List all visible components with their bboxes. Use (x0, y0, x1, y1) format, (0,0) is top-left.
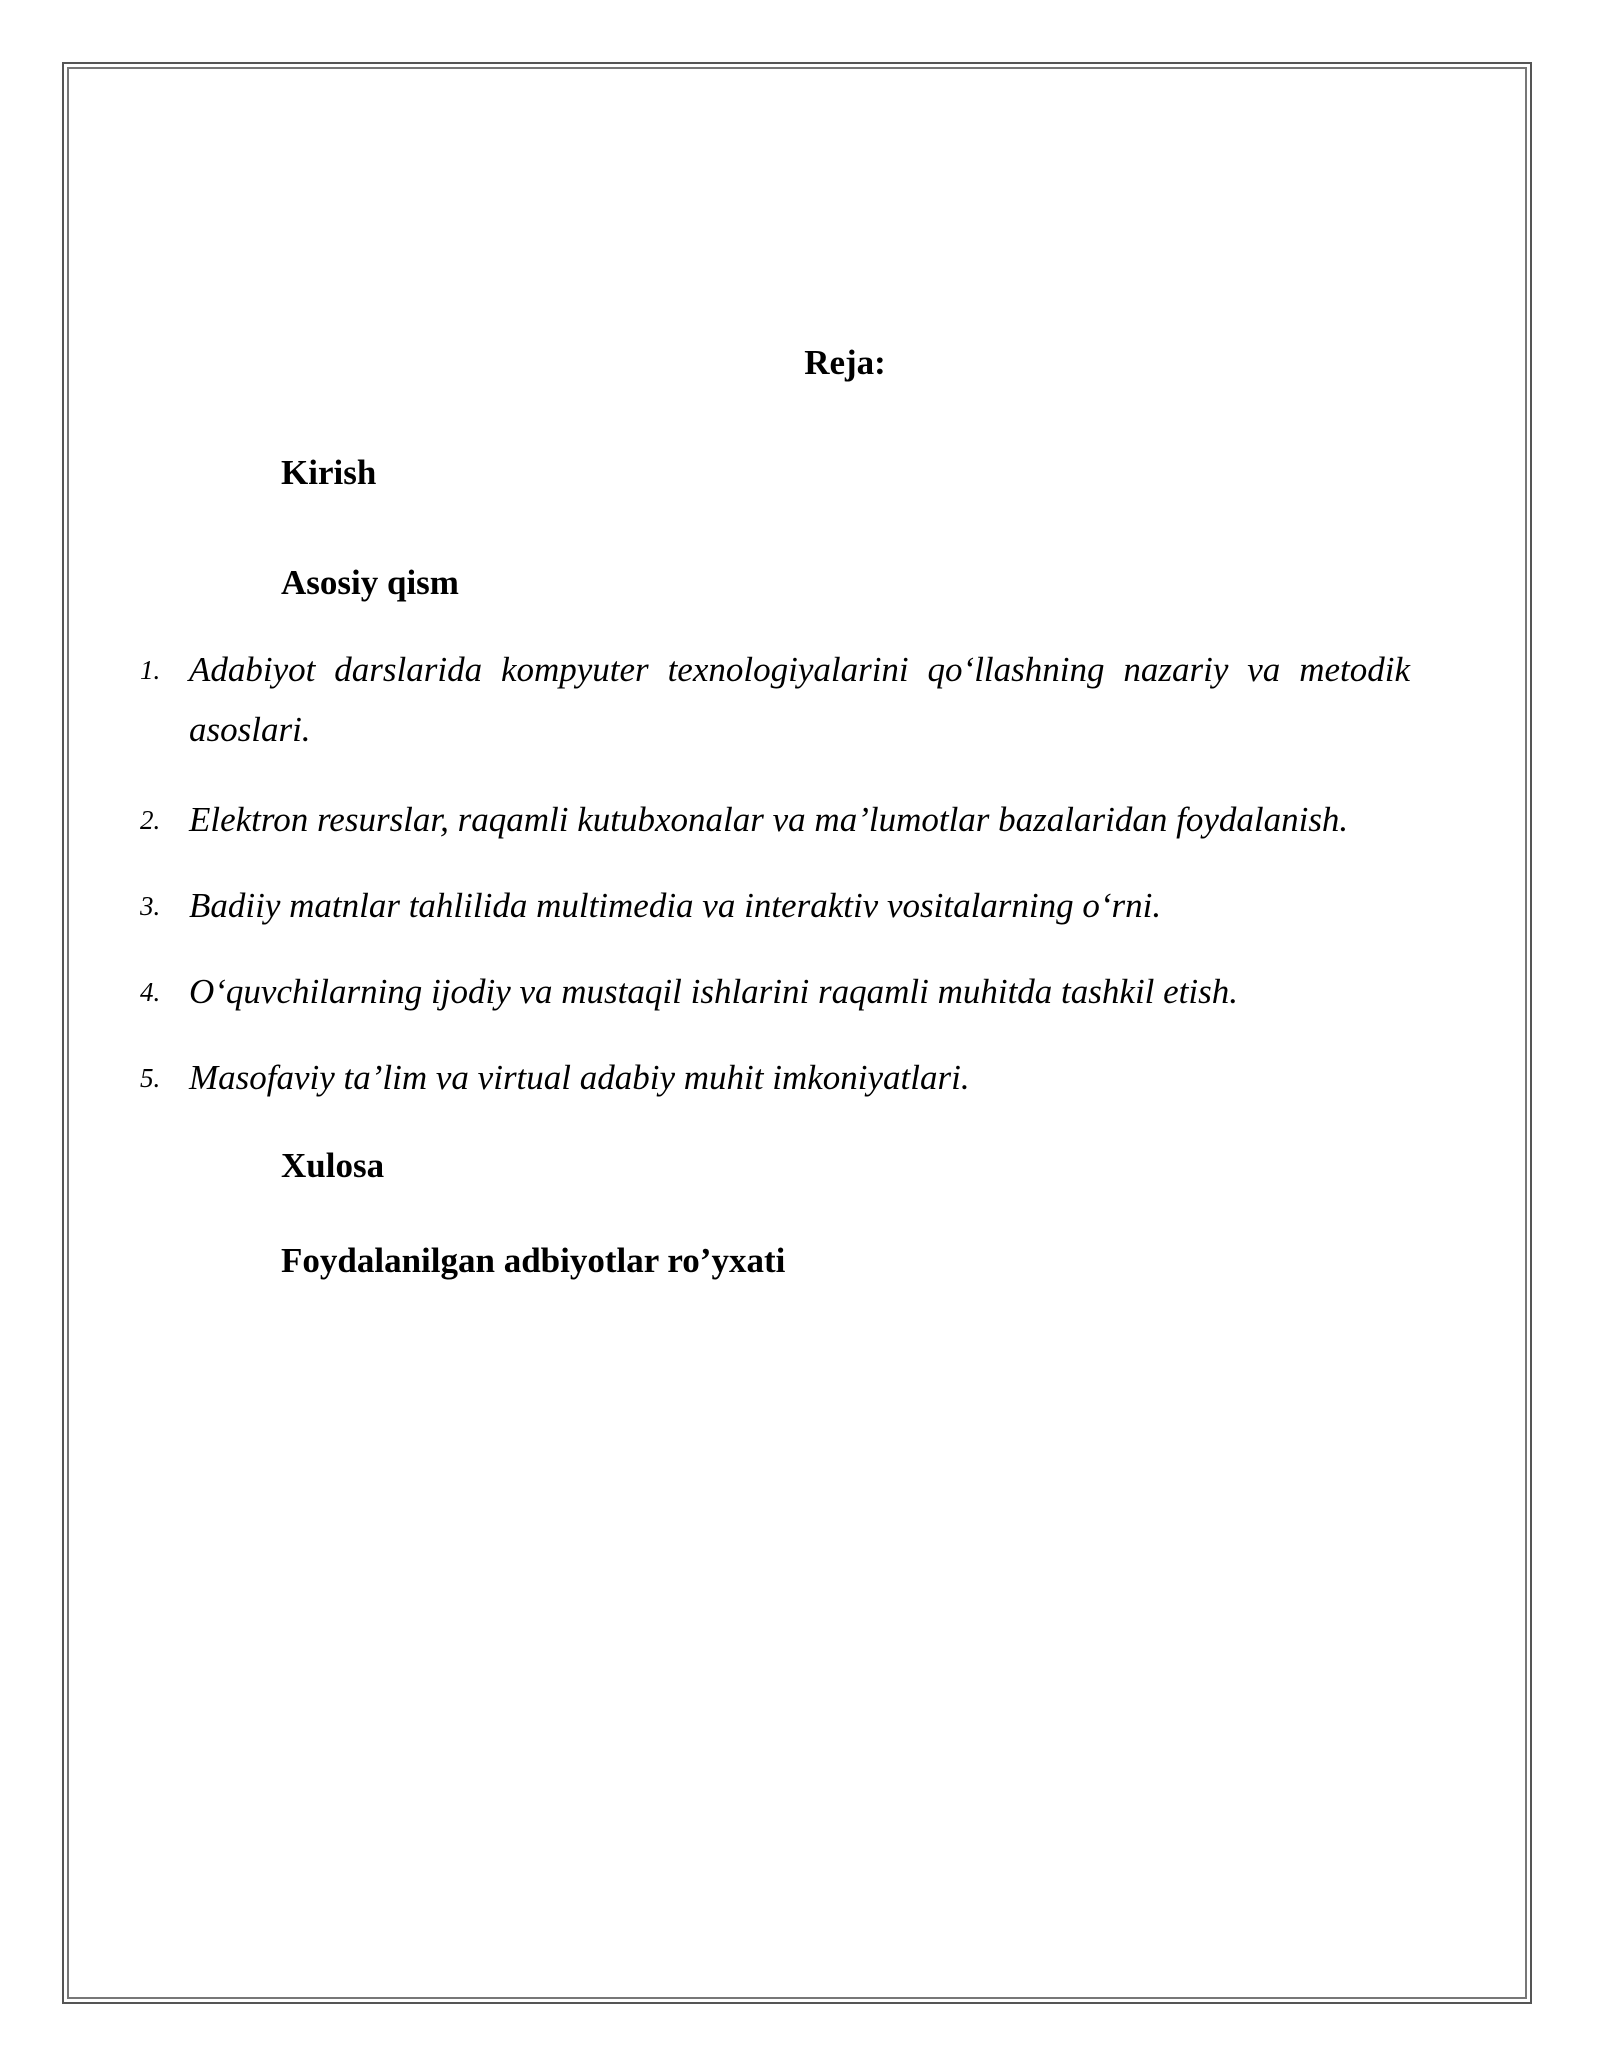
list-item (140, 790, 1410, 850)
list-item-number: 5. (140, 1063, 161, 1093)
list-item-text: Elektron resurslar, raqamli kutubxonalar va ma’lumotlar bazalaridan foydalanish. (189, 800, 1349, 839)
list-item-text: Masofaviy ta’lim va virtual adabiy muhit imkoniyatlari. (189, 1058, 970, 1097)
list-item-number: 4. (140, 977, 161, 1007)
list-item-text: Adabiyot darslarida kompyuter texnologiyalarini qo‘llashning nazariy va metodik asoslari. (189, 650, 1410, 749)
list-item-number: 2. (140, 805, 161, 835)
list-item (140, 1048, 1410, 1108)
references-heading: Foydalanilgan adbiyotlar ro’yxati (281, 1241, 786, 1280)
list-item-number: 3. (140, 891, 161, 921)
list-item-number: 1. (140, 655, 161, 685)
list-item (140, 962, 1410, 1022)
conclusion-heading: Xulosa (281, 1146, 385, 1185)
list-item-text: Badiiy matnlar tahlilida multimedia va interaktiv vositalarning o‘rni. (189, 886, 1162, 925)
list-item-text: O‘quvchilarning ijodiy va mustaqil ishlarini raqamli muhitda tashkil etish. (189, 972, 1238, 1011)
list-item (140, 640, 1410, 760)
intro-heading: Kirish (281, 453, 377, 492)
list-item (140, 876, 1410, 936)
page-title: Reja: (804, 343, 886, 382)
main-heading: Asosiy qism (281, 563, 459, 602)
